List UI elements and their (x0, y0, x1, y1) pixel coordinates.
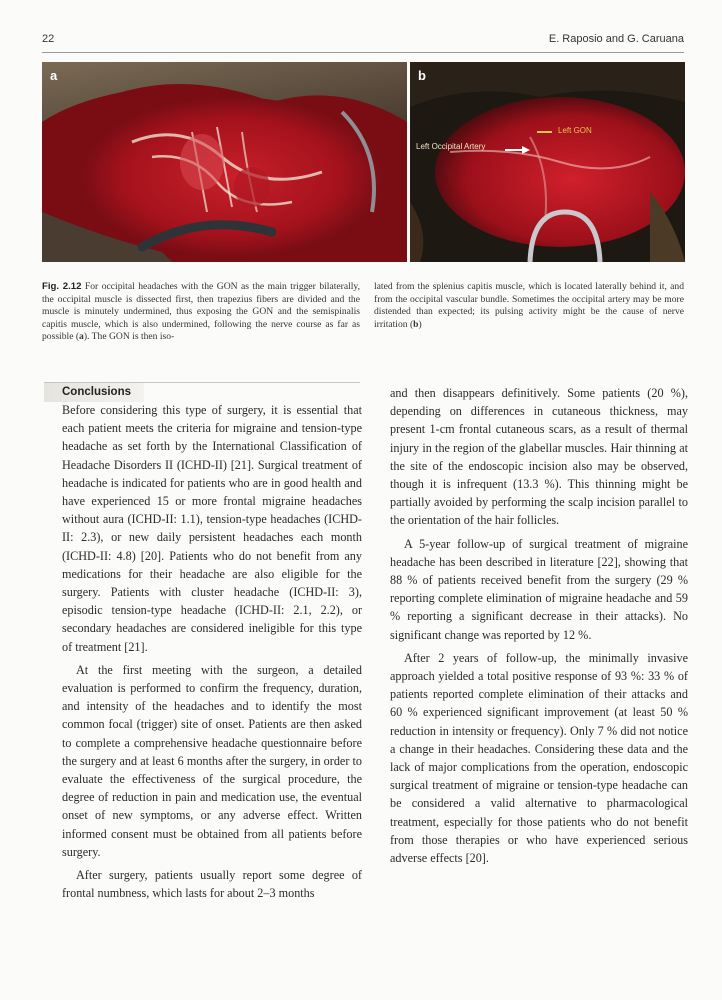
section-rule (44, 382, 360, 383)
caption-text-left-end: ). The GON is then iso- (83, 331, 175, 343)
running-head: E. Raposio and G. Caruana (548, 33, 684, 45)
surgical-photo-a (42, 62, 407, 262)
figure-2-12 (42, 62, 685, 262)
caption-text-right-end: ) (418, 318, 422, 330)
annotation-left-gon: Left GON (558, 126, 592, 135)
panel-label-b: b (418, 68, 426, 83)
paragraph: A 5-year follow-up of surgical treatment of migraine headache has been described in literature [22], showing that 88 % of patients received benefit from the surgery (29 % reporting complete elimination of migraine headache and 59 % reporting a significant decrease in their attacks). No significant change was reported by 12 %. (390, 536, 688, 642)
figure-panel-b (410, 62, 685, 262)
caption-ref-a: a (79, 331, 84, 343)
annotation-left-occipital-artery: Left Occipital Artery (416, 142, 486, 151)
figure-caption-right (374, 281, 684, 331)
figure-label: Fig. 2.12 (42, 281, 82, 292)
paragraph: At the first meeting with the surgeon, a detailed evaluation is performed to confirm the frequency, duration, and intensity of the headaches and to identify the most common focal (trigger) site of onset. Patients are then asked to complete a comprehensive headache questionnaire before the surgery and at least 6 months after the surgery, in order to evaluate the effectiveness of the surgical procedure, the degree of reduction in pain and medication use, the eventual onset of new symptoms, or any adverse effect. Written informed consent must be obtained from all patients before surgery. (62, 662, 362, 859)
left-column (62, 401, 362, 907)
caption-text-right: lated from the splenius capitis muscle, which is located laterally behind it, and from the occipital vascular bundle. Sometimes the occipital artery may be more distended than expected; its pulsing activity might be the cause of nerve irritation ( (374, 281, 684, 330)
paragraph: Before considering this type of surgery, it is essential that each patient meets the criteria for migraine and tension-type headache as set forth by the International Classification of Headache Disorders II (ICHD-II) [21]. Surgical treatment of headache is indicated for patients who are in good health and have experienced 15 or more frontal migraine headaches without aura (ICHD-II: 1.1), tension-type headaches (ICHD-II: 2.3), or new daily persistent headaches each month (ICHD-II: 4.8) [20]. Patients who do not benefit from any medications for their headache are also eligible for the surgery. Patients with cluster headache (ICHD-II: 3), episodic tension-type headache (ICHD-II: 2.1, 2.2), or secondary headaches are considered ineligible for this type of treatment [21]. (62, 403, 362, 654)
section-heading: Conclusions (62, 386, 132, 398)
paragraph: and then disappears definitively. Some patients (20 %), depending on differences in cutaneous thickness, may present 1-cm frontal cutaneous scars, as a result of thermal injury in the region of the glabellar muscles. Hair thinning at the site of the endoscopic incision also may be observed, though it is infrequent (13.3 %). This thinning might be partially avoided by performing the scalp incision parallel to the orientation of the hair follicles. (390, 386, 688, 528)
panel-label-a: a (50, 68, 58, 83)
paragraph: After 2 years of follow-up, the minimally invasive approach yielded a total positive response of 93 %: 33 % of patients reported complete elimination of their attacks and 60 % experienced significant improvement (at least 50 % reduction in intensity or frequency). Only 7 % did not notice a change in their headaches. Considering these data and the lack of major complications from the operation, endoscopic surgical treatment of migraine or tension-type headache can be considered a valid alternative to pharmacological treatment, especially for those patients who do not benefit from those therapies or who have experienced serious adverse effects [20]. (390, 650, 688, 866)
surgical-photo-b (410, 62, 685, 262)
figure-caption-left (42, 281, 360, 344)
caption-text-left: For occipital headaches with the GON as the main trigger bilaterally, the occipital muscle is dissected first, then trapezius fibers are divided and the muscle is minutely undermined, thus exposing the GON and the semispinalis capitis muscle, which is also undermined, following the nerve course as far as possible ( (42, 281, 360, 343)
right-column (390, 384, 688, 872)
page-header (42, 33, 684, 49)
header-rule (42, 52, 684, 53)
page-number: 22 (42, 33, 55, 45)
caption-ref-b: b (413, 318, 419, 330)
paragraph: After surgery, patients usually report some degree of frontal numbness, which lasts for about 2–3 months (62, 868, 362, 901)
figure-panel-a (42, 62, 407, 262)
